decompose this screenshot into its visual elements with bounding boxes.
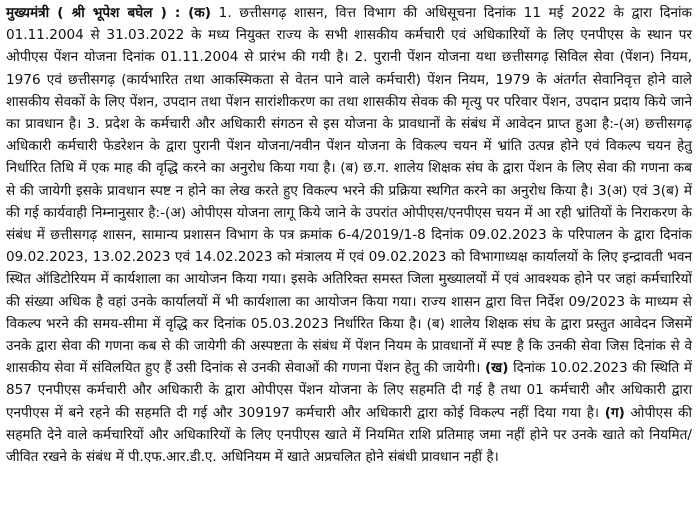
part-a-text: 1. छत्तीसगढ़ शासन, वित्त विभाग की अधिसूचना दिनांक 11 मई 2022 के द्वारा दिनांक 01.11.2004 से 31.03.2022 के मध्य नियुक्त राज्य के सभी शासकीय कर्मचारी एवं अधिकारियों के लिए एनपीएस के स्थान पर ओपीएस पेंशन योजना दिनांक 01.11.2004 से प्रारंभ की गयी है। 2. पुरानी पेंशन योजना यथा छत्तीसगढ़ सिविल सेवा (पेंशन) नियम, 1976 एवं छत्तीसगढ़ (कार्यभारित तथा आकस्मिकता से वेतन पाने वाले कर्मचारी) पेंशन नियम, 1979 के अंतर्गत सेवानिवृत्त होने वाले शासकीय सेवकों के लिए पेंशन, उपदान तथा पेंशन सारांशीकरण का तथा शासकीय सेवक की मृत्यु पर परिवार पेंशन, उपदान प्रदाय किये जाने का प्रावधान है। 3. प्रदेश के कर्मचारी और अधिकारी संगठन से इस योजना के प्रावधानों के संबंध में आवेदन प्राप्त हुआ है:-(अ) छत्तीसगढ़ अधिकारी कर्मचारी फेडरेशन के द्वारा पुरानी पेंशन योजना/नवीन पेंशन योजना के विकल्प चयन में भ्रांति उत्पन्न होने एवं विकल्प चयन हेतु निर्धारित तिथि में एक माह की वृद्धि करने का अनुरोध किया गया है। (ब) छ.ग. शालेय शिक्षक संघ के द्वारा पेंशन के लिए सेवा की गणना कब से की जायेगी इसके प्रावधान स्पष्ट न होने का लेख करते हुए विकल्प भरने की प्रक्रिया स्थगित करने का अनुरोध किया है। 3(अ) एवं 3(ब) में की गई कार्यवाही निम्नानुसार है:-(अ) ओपीएस योजना लागू किये जाने के उपरांत ओपीएस/एनपीएस चयन में आ रही भ्रांतियों के निराकरण के संबंध में छत्तीसगढ़ शासन, सामान्य प्रशासन विभाग के पत्र क्रमांक 6-4/2019/1-8 दिनांक 09.02.2023 के परिपालन के द्वारा दिनांक 09.02.2023, 13.02.2023 एवं 14.02.2023 को मंत्रालय में एवं 09.02.2023 को विभागाध्यक्ष कार्यालयों के लिए इन्द्रावती भवन स्थित ऑडिटोरियम में कार्यशाला का आयोजन किया गया। इसके अतिरिक्त समस्त जिला मुख्यालयों में एवं आवश्यक होने पर जहां कर्मचारियों की संख्या अधिक है वहां उनके कार्यालयों में भी कार्यशाला का आयोजन किया गया। राज्य शासन द्वारा वित्त निर्देश 09/2023 के माध्यम से विकल्प भरने की समय-सीमा में वृद्धि कर दिनांक 05.03.2023 निर्धारित किया है। (ब) शालेय शिक्षक संघ के द्वारा प्रस्तुत आवेदन जिसमें उनके द्वारा सेवा की गणना कब से की जायेगी की अस्पष्टता के संबंध में पेंशन नियम के प्रावधानों में स्पष्ट है कि उनकी सेवा जिस दिनांक से वे शासकीय सेवा में संविलयित हुए हैं उसी दिनांक से उनकी सेवाओं की गणना पेंशन हेतु की जायेगी। [6,5,693,377]
part-c-text: ओपीएस की सहमति देने वाले कर्मचारियों और अधिकारियों के लिए एनपीएस खाते में नियमित राशि प्रतिमाह जमा नहीं होने पर उनके खाते को नियमित/जीवित रखने के संबंध में पी.एफ.आर.डी.ए. अधिनियम में खाते अप्रचलित होने संबंधी प्रावधान नहीं है। [6,404,693,466]
part-a-marker: (क) [188,5,211,21]
speaker-label: मुख्यमंत्री ( श्री भूपेश बघेल ) : [6,5,181,21]
part-c-marker: (ग) [604,404,625,421]
part-b-text: दिनांक 10.02.2023 की स्थिति में 857 एनपीएस कर्मचारी और अधिकारी के द्वारा ओपीएस पेंशन योजना के लिए सहमति दी गई है तथा 01 कर्मचारी और अधिकारी द्वारा एनपीएस में बने रहने की सहमति दी गई और 309197 कर्मचारी और अधिकारी द्वारा कोई विकल्प नहीं दिया गया है। [6,360,692,421]
part-b-marker: (ख) [484,360,509,377]
